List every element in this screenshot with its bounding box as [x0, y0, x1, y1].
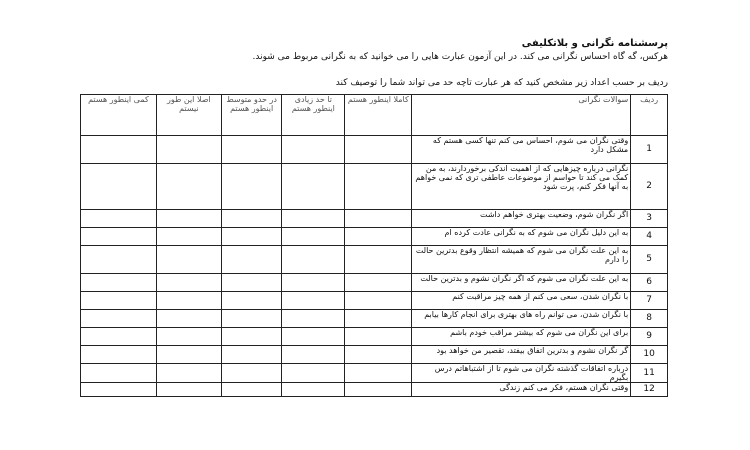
question-text: درباره اتفاقات گذشته نگران می شوم تا از اشتباهاتم درس بگیرم: [412, 364, 631, 383]
answer-cell-option-2[interactable]: [282, 346, 345, 364]
header-row-number: ردیف: [631, 95, 668, 136]
answer-cell-option-1[interactable]: [345, 210, 412, 228]
answer-cell-option-4[interactable]: [156, 164, 221, 210]
answer-cell-option-4[interactable]: [156, 346, 221, 364]
question-text: به این دلیل نگران می شوم که به نگرانی عادت کرده ام: [412, 228, 631, 246]
answer-cell-option-2[interactable]: [282, 383, 345, 397]
answer-cell-option-1[interactable]: [345, 228, 412, 246]
answer-cell-option-5[interactable]: [81, 274, 157, 292]
table-row: [81, 383, 668, 397]
answer-cell-option-1[interactable]: [345, 246, 412, 274]
answer-cell-option-3[interactable]: [221, 292, 282, 310]
answer-cell-option-1[interactable]: [345, 383, 412, 397]
table-row: [81, 136, 668, 164]
header-option-5: کمی اینطور هستم: [81, 95, 157, 136]
answer-cell-option-5[interactable]: [81, 346, 157, 364]
answer-cell-option-1[interactable]: [345, 292, 412, 310]
answer-cell-option-1[interactable]: [345, 310, 412, 328]
row-number: 2: [631, 164, 668, 210]
question-text: اگر نگران شوم، وضعیت بهتری خواهم داشت: [412, 210, 631, 228]
table-row: [81, 364, 668, 383]
header-row: [81, 95, 668, 136]
table-row: [81, 246, 668, 274]
questionnaire-table: [80, 94, 668, 397]
row-number: 10: [631, 346, 668, 364]
answer-cell-option-3[interactable]: [221, 274, 282, 292]
answer-cell-option-3[interactable]: [221, 346, 282, 364]
answer-cell-option-3[interactable]: [221, 210, 282, 228]
answer-cell-option-1[interactable]: [345, 328, 412, 346]
question-text: وقتی نگران می شوم، احساس می کنم تنها کسی هستم که مشکل دارد: [412, 136, 631, 164]
row-number: 7: [631, 292, 668, 310]
answer-cell-option-1[interactable]: [345, 346, 412, 364]
answer-cell-option-4[interactable]: [156, 210, 221, 228]
answer-cell-option-2[interactable]: [282, 136, 345, 164]
answer-cell-option-4[interactable]: [156, 310, 221, 328]
answer-cell-option-5[interactable]: [81, 136, 157, 164]
row-number: 1: [631, 136, 668, 164]
answer-cell-option-4[interactable]: [156, 246, 221, 274]
row-number: 8: [631, 310, 668, 328]
header-option-1: کاملا اینطور هستم: [345, 95, 412, 136]
question-text: به این علت نگران می شوم که اگر نگران نشوم و بدترین حالت: [412, 274, 631, 292]
question-text: به این علت نگران می شوم که همیشه انتظار وقوع بدترین حالت را دارم: [412, 246, 631, 274]
instruction-text: ردیف بر حسب اعداد زیر مشخص کنید که هر عبارت تاچه حد می تواند شما را توصیف کند: [335, 78, 668, 88]
answer-cell-option-2[interactable]: [282, 328, 345, 346]
row-number: 12: [631, 383, 668, 397]
table-row: [81, 292, 668, 310]
intro-text: هرکس، گه گاه احساس نگرانی می کند. در این آزمون عبارت هایی را می خوانید که به نگرانی مربوط می شوند.: [252, 52, 668, 62]
answer-cell-option-4[interactable]: [156, 136, 221, 164]
header-option-3: در حدو متوسط اینطور هستم: [221, 95, 282, 136]
answer-cell-option-5[interactable]: [81, 328, 157, 346]
answer-cell-option-2[interactable]: [282, 164, 345, 210]
table-row: [81, 228, 668, 246]
answer-cell-option-5[interactable]: [81, 228, 157, 246]
answer-cell-option-2[interactable]: [282, 310, 345, 328]
answer-cell-option-2[interactable]: [282, 364, 345, 383]
row-number: 4: [631, 228, 668, 246]
answer-cell-option-5[interactable]: [81, 310, 157, 328]
answer-cell-option-5[interactable]: [81, 383, 157, 397]
answer-cell-option-3[interactable]: [221, 310, 282, 328]
question-text: گر نگران نشوم و بدترین اتفاق بیفتد، تقصیر من خواهد بود: [412, 346, 631, 364]
answer-cell-option-3[interactable]: [221, 383, 282, 397]
page-title: پرسشنامه نگرانی و بلاتکلیفی: [521, 38, 668, 49]
question-text: برای این نگران می شوم که بیشتر مراقب خودم باشم: [412, 328, 631, 346]
header-questions: سوالات نگرانی: [412, 95, 631, 136]
answer-cell-option-5[interactable]: [81, 246, 157, 274]
row-number: 6: [631, 274, 668, 292]
row-number: 9: [631, 328, 668, 346]
answer-cell-option-2[interactable]: [282, 274, 345, 292]
row-number: 11: [631, 364, 668, 383]
answer-cell-option-3[interactable]: [221, 364, 282, 383]
header-option-2: تا حد زیادی اینطور هستم: [282, 95, 345, 136]
answer-cell-option-1[interactable]: [345, 136, 412, 164]
answer-cell-option-2[interactable]: [282, 292, 345, 310]
table-row: [81, 274, 668, 292]
answer-cell-option-4[interactable]: [156, 328, 221, 346]
answer-cell-option-5[interactable]: [81, 364, 157, 383]
answer-cell-option-3[interactable]: [221, 228, 282, 246]
answer-cell-option-2[interactable]: [282, 246, 345, 274]
answer-cell-option-5[interactable]: [81, 292, 157, 310]
answer-cell-option-1[interactable]: [345, 164, 412, 210]
question-text: نگرانی درباره چیزهایی که از اهمیت اندکی برخوردارند، به من کمک می کند تا حواسم از موضوعات عاطفی تری که نمی خواهم به آنها فکر کنم، پرت شود: [412, 164, 631, 210]
answer-cell-option-1[interactable]: [345, 364, 412, 383]
row-number: 3: [631, 210, 668, 228]
answer-cell-option-4[interactable]: [156, 292, 221, 310]
table-row: [81, 346, 668, 364]
questionnaire-page: [80, 38, 668, 448]
answer-cell-option-3[interactable]: [221, 164, 282, 210]
answer-cell-option-5[interactable]: [81, 210, 157, 228]
answer-cell-option-3[interactable]: [221, 328, 282, 346]
answer-cell-option-4[interactable]: [156, 228, 221, 246]
answer-cell-option-4[interactable]: [156, 383, 221, 397]
table-row: [81, 328, 668, 346]
table-row: [81, 164, 668, 210]
row-number: 5: [631, 246, 668, 274]
answer-cell-option-1[interactable]: [345, 274, 412, 292]
question-text: با نگران شدن، سعی می کنم از همه چیز مراقبت کنم: [412, 292, 631, 310]
question-text: با نگران شدن، می توانم راه های بهتری برای انجام کارها بیابم: [412, 310, 631, 328]
table-row: [81, 310, 668, 328]
answer-cell-option-2[interactable]: [282, 228, 345, 246]
table-row: [81, 210, 668, 228]
answer-cell-option-4[interactable]: [156, 364, 221, 383]
answer-cell-option-3[interactable]: [221, 136, 282, 164]
answer-cell-option-5[interactable]: [81, 164, 157, 210]
answer-cell-option-4[interactable]: [156, 274, 221, 292]
question-text: وقتی نگران هستم، فکر می کنم زندگی: [412, 383, 631, 397]
answer-cell-option-3[interactable]: [221, 246, 282, 274]
answer-cell-option-2[interactable]: [282, 210, 345, 228]
header-option-4: اصلا این طور نیستم: [156, 95, 221, 136]
